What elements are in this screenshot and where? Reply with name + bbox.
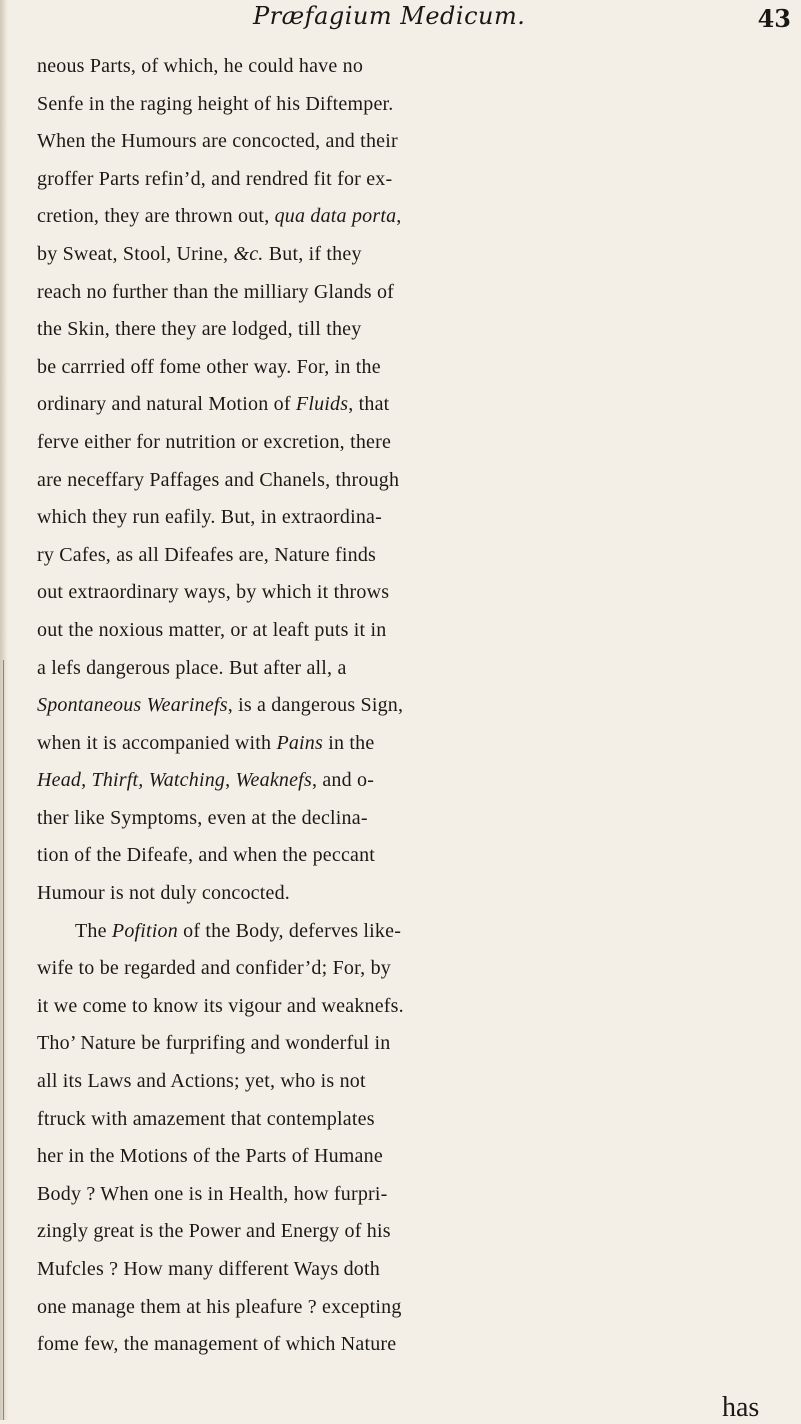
text-run: ferve either for nutrition or excretion, there (37, 430, 392, 453)
text-line (37, 123, 797, 161)
running-title (253, 2, 525, 30)
text-run: ry Cafes, as all Difeafes are, Nature finds (37, 543, 377, 566)
text-run: ther like Symptoms, even at the declina- (37, 806, 368, 829)
italic-text: Fluids (295, 393, 349, 416)
text-line (37, 1101, 797, 1139)
text-run: When the Humours are concocted, and their (37, 130, 398, 153)
text-line (37, 988, 797, 1026)
text-run: of the Body, deferves like- (177, 919, 402, 942)
text-run: wife to be regarded and confider’d; For, by (37, 957, 391, 980)
text-run: it we come to know its vigour and weaknefs. (37, 994, 404, 1017)
text-run: Tho’ Nature be furprifing and wonderful in (37, 1032, 391, 1055)
text-run: her in the Motions of the Parts of Humane (37, 1145, 383, 1168)
text-line (37, 86, 797, 124)
text-run: by Sweat, Stool, Urine, (37, 242, 234, 265)
running-title-word-2: Medicum. (400, 2, 526, 30)
text-run: tion of the Difeafe, and when the peccant (37, 844, 376, 867)
text-line (37, 913, 797, 951)
italic-text: Spontaneous Wearinefs (37, 694, 228, 717)
italic-text: qua data porta (274, 205, 397, 228)
running-title-word-1: Præfagium (253, 2, 393, 30)
text-run: which they run eafily. But, in extraordina- (37, 506, 382, 529)
text-line (37, 837, 797, 875)
text-line (37, 725, 797, 763)
text-line (37, 1213, 797, 1251)
text-line (37, 650, 797, 688)
text-line (37, 1289, 797, 1327)
text-line (37, 236, 797, 274)
text-run: out extraordinary ways, by which it throws (37, 581, 390, 604)
text-line (37, 1063, 797, 1101)
text-line (37, 274, 797, 312)
catchword: has (722, 1392, 760, 1423)
text-line (37, 1326, 797, 1364)
page-edge-line (3, 660, 4, 1420)
text-run: Senfe in the raging height of his Diftemper. (37, 92, 394, 115)
text-line (37, 1251, 797, 1289)
page-gutter-shadow (0, 0, 8, 1420)
text-run: ftruck with amazement that contemplates (37, 1107, 375, 1130)
text-line (37, 349, 797, 387)
text-line (37, 462, 797, 500)
text-line (37, 311, 797, 349)
text-line (37, 950, 797, 988)
text-run: a lefs dangerous place. But after all, a (37, 656, 347, 679)
italic-text: Head, Thirft, Watching (37, 769, 226, 792)
text-line (37, 687, 797, 725)
text-run: cretion, they are thrown out, (37, 205, 275, 228)
text-run: Humour is not duly concocted. (37, 882, 290, 905)
text-run: , and o- (311, 769, 375, 792)
text-line (37, 48, 797, 86)
text-run: , that (348, 393, 390, 416)
text-run: groffer Parts refin’d, and rendred fit for ex- (37, 167, 393, 190)
text-run: be carrried off fome other way. For, in the (37, 355, 381, 378)
text-run: in the (323, 731, 375, 754)
text-run: zingly great is the Power and Energy of his (37, 1220, 391, 1243)
text-line (37, 424, 797, 462)
text-run: , (396, 205, 402, 228)
text-run: The (75, 919, 112, 942)
text-line (37, 1138, 797, 1176)
text-run: But, if they (263, 242, 362, 265)
text-run: Mufcles ? How many different Ways doth (37, 1258, 380, 1280)
italic-text: Weaknefs (235, 769, 312, 792)
page-header (0, 0, 801, 36)
text-line (37, 875, 797, 913)
text-line (37, 1025, 797, 1063)
text-run: reach no further than the milliary Glands of (37, 280, 395, 303)
text-line (37, 161, 797, 199)
text-run: fome few, the management of which Nature (37, 1333, 397, 1356)
text-run: , is a dangerous Sign, (227, 694, 404, 717)
text-run: are neceffary Paffages and Chanels, through (37, 468, 400, 491)
text-run: when it is accompanied with (37, 731, 277, 754)
text-line (37, 198, 797, 236)
text-run: , (225, 769, 236, 792)
page-number: 43 (757, 4, 791, 33)
body-text (37, 48, 797, 1364)
italic-text: Pofition (111, 919, 178, 942)
text-line (37, 537, 797, 575)
text-run: ordinary and natural Motion of (37, 393, 296, 416)
text-line (37, 386, 797, 424)
text-line (37, 612, 797, 650)
text-line (37, 574, 797, 612)
text-line (37, 800, 797, 838)
italic-text: Pains (276, 731, 323, 754)
italic-text: &c. (233, 242, 264, 265)
text-run: out the noxious matter, or at leaft puts it in (37, 618, 387, 641)
text-run: Body ? When one is in Health, how furpri- (37, 1182, 388, 1205)
text-run: neous Parts, of which, he could have no (37, 55, 364, 77)
text-line (37, 762, 797, 800)
text-run: one manage them at his pleafure ? excepting (37, 1295, 402, 1318)
text-run: all its Laws and Actions; yet, who is not (37, 1070, 366, 1093)
text-line (37, 499, 797, 537)
text-line (37, 1176, 797, 1214)
text-run: the Skin, there they are lodged, till they (37, 318, 362, 341)
